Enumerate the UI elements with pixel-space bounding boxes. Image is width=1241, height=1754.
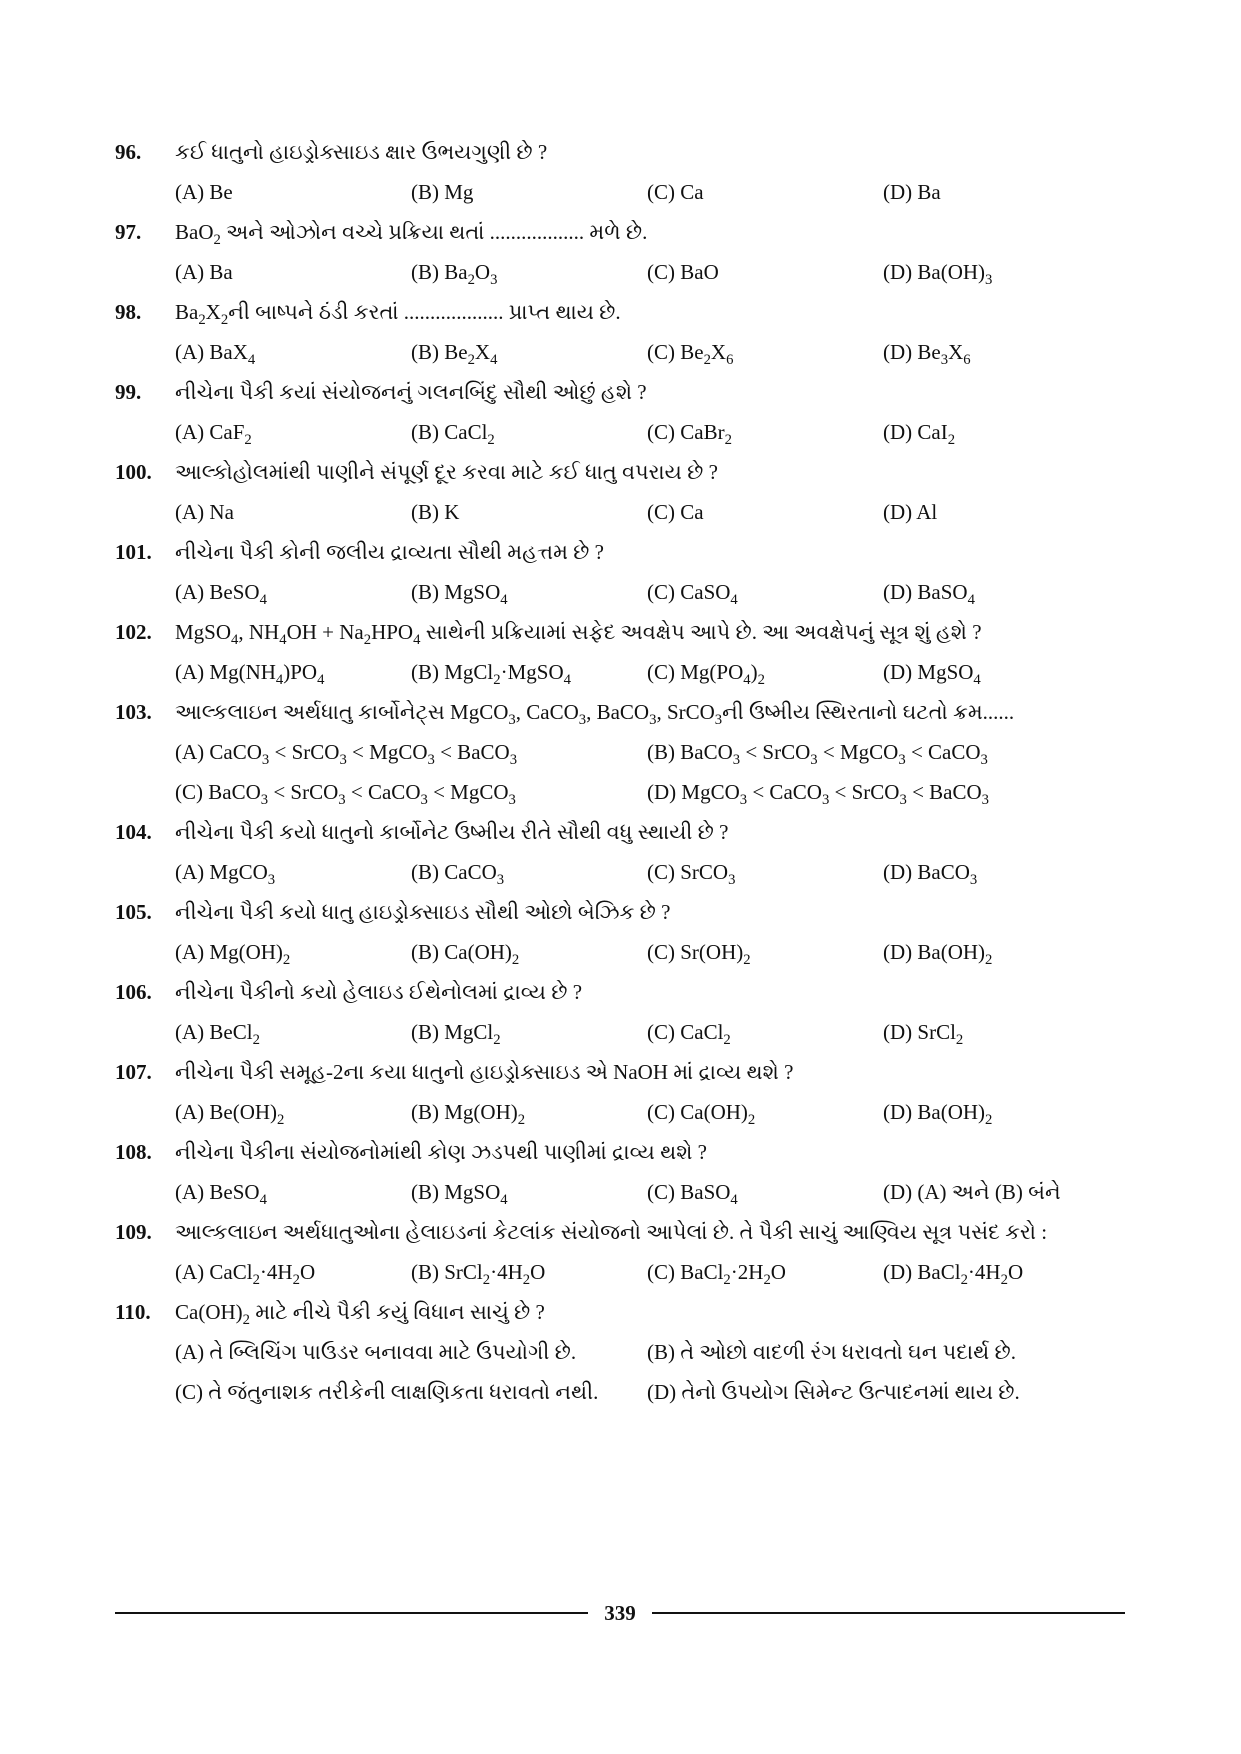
option-c: (C) CaSO$_4$ bbox=[647, 580, 738, 609]
option-c: (C) SrCO$_3$ bbox=[647, 860, 736, 889]
option-a: (A) $Mg(NH_4)PO_4$ bbox=[175, 660, 325, 689]
question-text: નીચેના પૈકી કયો ધાતુ હાઇડ્રોક્સાઇડ સૌથી ઓછો બેઝિક છે ? bbox=[175, 900, 671, 924]
option-a: (A) $CaCl_2\cdot 4H_2O$ bbox=[175, 1260, 316, 1289]
question-text: $Ca(OH)_2$ માટે નીચે પૈકી કયું વિધાન સાચું છે ? bbox=[175, 1300, 545, 1329]
page-footer bbox=[115, 1598, 1125, 1628]
question-number: 97. bbox=[115, 220, 142, 244]
question-number: 105. bbox=[115, 900, 152, 924]
option-a: (A) BaX$_4$ bbox=[175, 340, 256, 369]
question-text: નીચેના પૈકીનો કયો હેલાઇડ ઈથેનોલમાં દ્રાવ્ય છે ? bbox=[175, 980, 583, 1004]
option-a: (A) CaCO$_3$ < SrCO$_3$ < MgCO$_3$ < BaCO$_3$ bbox=[175, 740, 518, 769]
option-d: (D) $Ba(OH)_2$ bbox=[883, 1100, 993, 1129]
option-d: (D) $Ba(OH)_3$ bbox=[883, 260, 993, 289]
option-c: (C) CaBr$_2$ bbox=[647, 420, 732, 449]
option-c: (C) CaCl$_2$ bbox=[647, 1020, 731, 1049]
option-c: (C) તે જંતુનાશક તરીકેની લાક્ષણિકતા ધરાવતો નથી. bbox=[175, 1380, 599, 1404]
question-number: 99. bbox=[115, 380, 142, 404]
option-b: (B) તે ઓછો વાદળી રંગ ધરાવતો ઘન પદાર્થ છે. bbox=[647, 1340, 1016, 1364]
option-b: (B) Mg bbox=[411, 180, 474, 204]
option-d: (D) Ba bbox=[883, 180, 941, 204]
question-text: આલ્કલાઇન અર્થધાતુ કાર્બોનેટ્સ MgCO$_3$, CaCO$_3$, BaCO$_3$, SrCO$_3$ની ઉષ્મીય સ્થિરતાનો ઘટતો ક્રમ...... bbox=[175, 700, 1015, 729]
footer-rule-left bbox=[115, 1612, 588, 1614]
question-text: નીચેના પૈકી કોની જલીય દ્રાવ્યતા સૌથી મહત્તમ છે ? bbox=[175, 540, 604, 564]
question-text: $Ba_2X_2ની$ બાષ્પને ઠંડી કરતાં ................... પ્રાપ્ત થાય છે. bbox=[175, 300, 621, 329]
question-text: નીચેના પૈકી કયો ધાતુનો કાર્બોનેટ ઉષ્મીય રીતે સૌથી વધુ સ્થાયી છે ? bbox=[175, 820, 729, 844]
option-a: (A) Na bbox=[175, 500, 234, 524]
option-b: (B) MgCl$_2$ bbox=[411, 1020, 501, 1049]
option-b: (B) MgCl$_2$·MgSO$_4$ bbox=[411, 660, 571, 689]
question-number: 101. bbox=[115, 540, 152, 564]
option-b: (B) $Ca(OH)_2$ bbox=[411, 940, 520, 969]
option-b: (B) BaCO$_3$ < SrCO$_3$ < MgCO$_3$ < CaCO$_3$ bbox=[647, 740, 988, 769]
question-number: 108. bbox=[115, 1140, 152, 1164]
option-d: (D) SrCl$_2$ bbox=[883, 1020, 964, 1049]
option-a: (A) Be bbox=[175, 180, 233, 204]
option-b: (B) $SrCl_2\cdot 4H_2O$ bbox=[411, 1260, 546, 1289]
option-c: (C) Ca bbox=[647, 500, 704, 524]
option-d: (D) $Be_3X_6$ bbox=[883, 340, 971, 369]
option-c: (C) Ca bbox=[647, 180, 704, 204]
option-a: (A) $Be(OH)_2$ bbox=[175, 1100, 285, 1129]
option-b: (B) CaCO$_3$ bbox=[411, 860, 505, 889]
option-c: (C) $Sr(OH)_2$ bbox=[647, 940, 751, 969]
question-text: નીચેના પૈકી કયાં સંયોજનનું ગલનબિંદુ સૌથી ઓછું હશે ? bbox=[175, 380, 647, 404]
question-text: BaO$_2$ અને ઓઝોન વચ્ચે પ્રક્રિયા થતાં .................. મળે છે. bbox=[175, 220, 648, 249]
option-b: (B) MgSO$_4$ bbox=[411, 1180, 508, 1209]
option-c: (C) $Be_2X_6$ bbox=[647, 340, 734, 369]
question-number: 103. bbox=[115, 700, 152, 724]
option-d: (D) BaCO$_3$ bbox=[883, 860, 978, 889]
option-d: (D) તેનો ઉપયોગ સિમેન્ટ ઉત્પાદનમાં થાય છે. bbox=[647, 1380, 1020, 1404]
option-c: (C) BaO bbox=[647, 260, 719, 284]
question-number: 100. bbox=[115, 460, 152, 484]
option-a: (A) BeSO$_4$ bbox=[175, 580, 267, 609]
question-text: MgSO$_4$, $NH_4OH + Na_2HPO_4$ સાથેની પ્રક્રિયામાં સફેદ અવક્ષેપ આપે છે. આ અવક્ષેપનું સૂત્ર શું હશે ? bbox=[175, 620, 982, 649]
question-text: આલ્કોહોલમાંથી પાણીને સંપૂર્ણ દૂર કરવા માટે કઈ ધાતુ વપરાય છે ? bbox=[175, 460, 718, 484]
question-number: 104. bbox=[115, 820, 152, 844]
question-number: 107. bbox=[115, 1060, 152, 1084]
question-number: 98. bbox=[115, 300, 142, 324]
option-d: (D) MgSO$_4$ bbox=[883, 660, 981, 689]
option-a: (A) Ba bbox=[175, 260, 233, 284]
option-a: (A) $Mg(OH)_2$ bbox=[175, 940, 291, 969]
option-b: (B) CaCl$_2$ bbox=[411, 420, 495, 449]
question-text: આલ્કલાઇન અર્થધાતુઓના હેલાઇડનાં કેટલાંક સંયોજનો આપેલાં છે. તે પૈકી સાચું આણ્વિય સૂત્ર પસંદ કરો : bbox=[175, 1220, 1048, 1244]
option-d: (D) Al bbox=[883, 500, 938, 524]
option-d: (D) CaI$_2$ bbox=[883, 420, 956, 449]
question-number: 106. bbox=[115, 980, 152, 1004]
option-d: (D) MgCO$_3$ < CaCO$_3$ < SrCO$_3$ < BaCO$_3$ bbox=[647, 780, 990, 809]
option-c: (C) $Ca(OH)_2$ bbox=[647, 1100, 756, 1129]
page-number: 339 bbox=[604, 1601, 636, 1625]
option-a: (A) તે બ્લિચિંગ પાઉડર બનાવવા માટે ઉપયોગી છે. bbox=[175, 1340, 577, 1364]
question-text: નીચેના પૈકીના સંયોજનોમાંથી કોણ ઝડપથી પાણીમાં દ્રાવ્ય થશે ? bbox=[175, 1140, 707, 1164]
question-text: નીચેના પૈકી સમૂહ-2ના કયા ધાતુનો હાઇડ્રોક્સાઇડ એ NaOH માં દ્રાવ્ય થશે ? bbox=[175, 1060, 794, 1084]
question-text: કઈ ધાતુનો હાઇડ્રોક્સાઇડ ક્ષાર ઉભયગુણી છે ? bbox=[175, 140, 548, 164]
option-d: (D) $BaCl_2\cdot 4H_2O$ bbox=[883, 1260, 1024, 1289]
option-b: (B) MgSO$_4$ bbox=[411, 580, 508, 609]
option-d: (D) (A) અને (B) બંને bbox=[883, 1180, 1061, 1204]
option-a: (A) MgCO$_3$ bbox=[175, 860, 276, 889]
option-c: (C) BaCO$_3$ < SrCO$_3$ < CaCO$_3$ < MgCO$_3$ bbox=[175, 780, 516, 809]
option-a: (A) BeCl$_2$ bbox=[175, 1020, 260, 1049]
option-c: (C) BaSO$_4$ bbox=[647, 1180, 738, 1209]
option-b: (B) $Ba_2O_3$ bbox=[411, 260, 498, 289]
option-c: (C) $BaCl_2\cdot 2H_2O$ bbox=[647, 1260, 786, 1289]
question-number: 110. bbox=[115, 1300, 151, 1324]
option-a: (A) CaF$_2$ bbox=[175, 420, 252, 449]
footer-rule-right bbox=[652, 1612, 1125, 1614]
option-d: (D) BaSO$_4$ bbox=[883, 580, 975, 609]
question-number: 96. bbox=[115, 140, 142, 164]
question-number: 102. bbox=[115, 620, 152, 644]
option-d: (D) $Ba(OH)_2$ bbox=[883, 940, 993, 969]
option-b: (B) $Mg(OH)_2$ bbox=[411, 1100, 526, 1129]
question-number: 109. bbox=[115, 1220, 152, 1244]
option-c: (C) $Mg(PO_4)_2$ bbox=[647, 660, 765, 689]
option-b: (B) $Be_2X_4$ bbox=[411, 340, 498, 369]
option-a: (A) BeSO$_4$ bbox=[175, 1180, 267, 1209]
option-b: (B) K bbox=[411, 500, 460, 524]
